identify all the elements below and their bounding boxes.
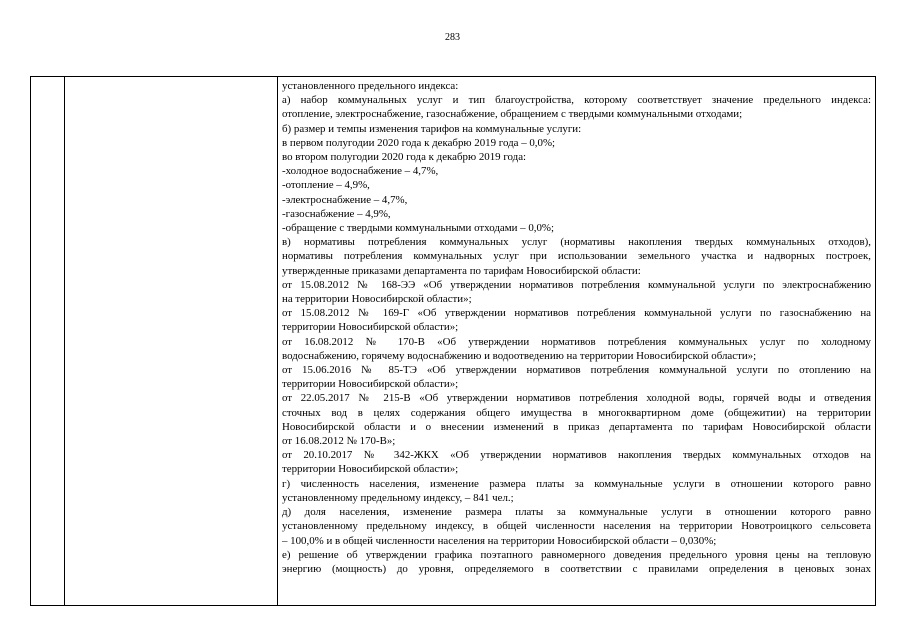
text-line: территории Новосибирской области»; bbox=[282, 321, 459, 334]
text-line: территории Новосибирской области»; bbox=[282, 378, 459, 391]
text-line: д) доля населения, изменение размера платы за коммунальные услуги в отношении которого равно bbox=[282, 506, 871, 519]
text-line: от 16.08.2012 № 170-В «Об утверждении нормативов потребления коммунальных услуг по холодному bbox=[282, 335, 871, 348]
page-number: 283 bbox=[445, 32, 460, 43]
text-line: водоснабжению, горячему водоснабжению и водоотведению на территории Новосибирской области»; bbox=[282, 349, 757, 362]
text-line: от 16.08.2012 № 170-В»; bbox=[282, 435, 396, 448]
text-line: в первом полугодии 2020 года к декабрю 2019 года – 0,0%; bbox=[282, 136, 556, 149]
table-column-number bbox=[31, 77, 65, 605]
text-line: энергию (мощность) до уровня, определяемого в соответствии с правилами определения в ценовых зонах bbox=[282, 562, 871, 575]
text-line: г) численность населения, изменение размера платы за коммунальные услуги в отношении которого равно bbox=[282, 477, 871, 490]
text-line: -электроснабжение – 4,7%, bbox=[282, 193, 408, 206]
text-line: -обращение с твердыми коммунальными отходами – 0,0%; bbox=[282, 222, 555, 235]
text-line: во втором полугодии 2020 года к декабрю 2019 года: bbox=[282, 151, 527, 164]
text-line: а) набор коммунальных услуг и тип благоустройства, которому соответствует значение предельного индекса: bbox=[282, 94, 871, 107]
text-line: от 15.06.2016 № 85-ТЭ «Об утверждении нормативов потребления коммунальной услуги по отоплению на bbox=[282, 364, 871, 377]
text-line: от 20.10.2017 № 342-ЖКХ «Об утверждении нормативов накопления твердых коммунальных отходов на bbox=[282, 449, 871, 462]
text-line: -газоснабжение – 4,9%, bbox=[282, 207, 391, 220]
text-line: от 15.08.2012 № 169-Г «Об утверждении нормативов потребления коммунальной услуги по газоснабжению на bbox=[282, 307, 871, 320]
text-line: территории Новосибирской области»; bbox=[282, 463, 459, 476]
text-line: в) нормативы потребления коммунальных услуг (нормативы накопления твердых коммунальных отходов), bbox=[282, 236, 871, 249]
text-line: сточных вод в целях содержания общего имущества в многоквартирном доме (общежитии) на территории bbox=[282, 406, 871, 419]
text-line: установленному предельному индексу, – 841 чел.; bbox=[282, 491, 514, 504]
text-line: утвержденные приказами департамента по тарифам Новосибирской области: bbox=[282, 264, 641, 277]
text-line: е) решение об утверждении графика поэтапного равномерного доведения предельного уровня цены на тепловую bbox=[282, 548, 871, 561]
text-line: на территории Новосибирской области»; bbox=[282, 293, 472, 306]
text-line: установленному предельному индексу, в общей численности населения на территории Новотроицкого сельсовета bbox=[282, 520, 871, 533]
text-line: -отопление – 4,9%, bbox=[282, 179, 370, 192]
text-line: от 15.08.2012 № 168-ЭЭ «Об утверждении нормативов потребления коммунальной услуги по электроснабжению bbox=[282, 278, 871, 291]
text-line: от 22.05.2017 № 215-В «Об утверждении нормативов потребления холодной воды, горячей воды и отведения bbox=[282, 392, 871, 405]
document-table bbox=[30, 76, 876, 606]
table-cell-text bbox=[282, 79, 871, 605]
table-column-name bbox=[64, 77, 278, 605]
text-line: б) размер и темпы изменения тарифов на коммунальные услуги: bbox=[282, 122, 582, 135]
text-line: Новосибирской области и о внесении изменений в приказ департамента по тарифам Новосибирской области bbox=[282, 420, 871, 433]
text-line: установленного предельного индекса: bbox=[282, 80, 459, 92]
text-line: -холодное водоснабжение – 4,7%, bbox=[282, 165, 439, 178]
text-line: нормативы потребления коммунальных услуг при использовании земельного участка и надворных построек, bbox=[282, 250, 871, 263]
text-line: отопление, электроснабжение, газоснабжение, обращением с твердыми коммунальными отходами; bbox=[282, 108, 743, 121]
text-line: – 100,0% и в общей численности населения на территории Новосибирской области – 0,030%; bbox=[282, 534, 717, 547]
